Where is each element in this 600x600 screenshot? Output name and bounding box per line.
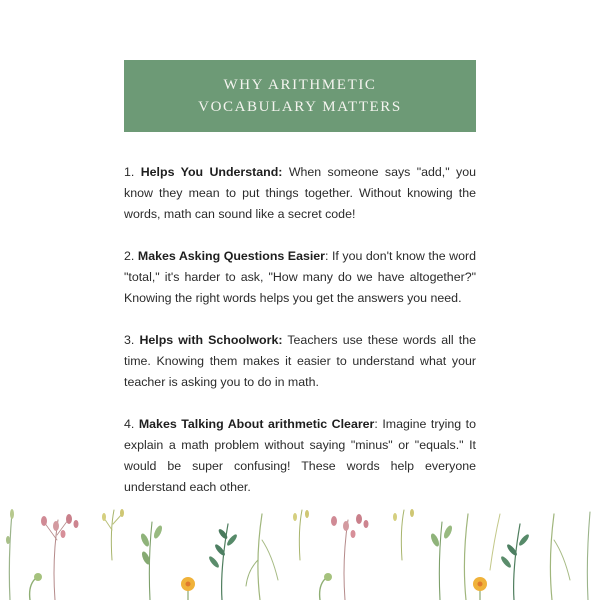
pink-flower-stem-icon — [41, 514, 79, 600]
sprout-icon — [30, 573, 42, 600]
point-2 — [124, 246, 476, 309]
fern-icon — [208, 524, 239, 600]
point-text: When someone says "add," you know they mean to put things together. Without knowing the words, math can sound like a secret code! — [124, 165, 476, 221]
point-1 — [124, 162, 476, 225]
point-text: Teachers use these words all the time. Knowing them makes it easier to understand what your teacher is asking you to do in math. — [124, 333, 476, 389]
point-text: : Imagine trying to explain a math problem without saying "minus" or "equals." It would be super confusing! These words help everyone understand each other. — [124, 417, 477, 494]
fern-icon — [500, 524, 531, 600]
orange-flower-icon — [473, 577, 487, 600]
title-banner — [124, 60, 476, 132]
point-heading: Makes Talking About arithmetic Clearer — [138, 417, 375, 431]
title-line-2: VOCABULARY MATTERS — [198, 99, 402, 115]
point-heading: Helps with Schoolwork: — [139, 333, 283, 347]
yellow-sprig-icon — [102, 509, 124, 560]
point-text: : If you don't know the word "total," it's harder to ask, "How many do we have altogether?" Knowing the right words helps you get the answers you need. — [124, 249, 476, 305]
point-3 — [124, 330, 476, 393]
grass-icon — [246, 514, 278, 600]
leafy-stem-icon — [139, 522, 163, 600]
point-4 — [124, 414, 476, 498]
point-number: 2. — [124, 249, 135, 263]
sprout-icon — [320, 573, 332, 600]
floral-border-illustration — [0, 500, 600, 600]
point-heading: Helps You Understand: — [140, 165, 283, 179]
yellow-sprig-icon — [393, 509, 414, 560]
leafy-stem-icon — [429, 522, 453, 600]
yellow-sprig-icon — [293, 510, 309, 560]
point-number: 1. — [124, 165, 135, 179]
title-line-1: WHY ARITHMETIC — [223, 77, 377, 93]
orange-flower-icon — [181, 577, 195, 600]
fern-sprig-icon — [6, 509, 14, 600]
grass-icon — [550, 512, 590, 600]
content-body — [124, 162, 476, 519]
point-number: 4. — [124, 417, 135, 431]
point-number: 3. — [124, 333, 135, 347]
point-heading: Makes Asking Questions Easier — [137, 249, 326, 263]
pink-flower-stem-icon — [331, 514, 369, 600]
